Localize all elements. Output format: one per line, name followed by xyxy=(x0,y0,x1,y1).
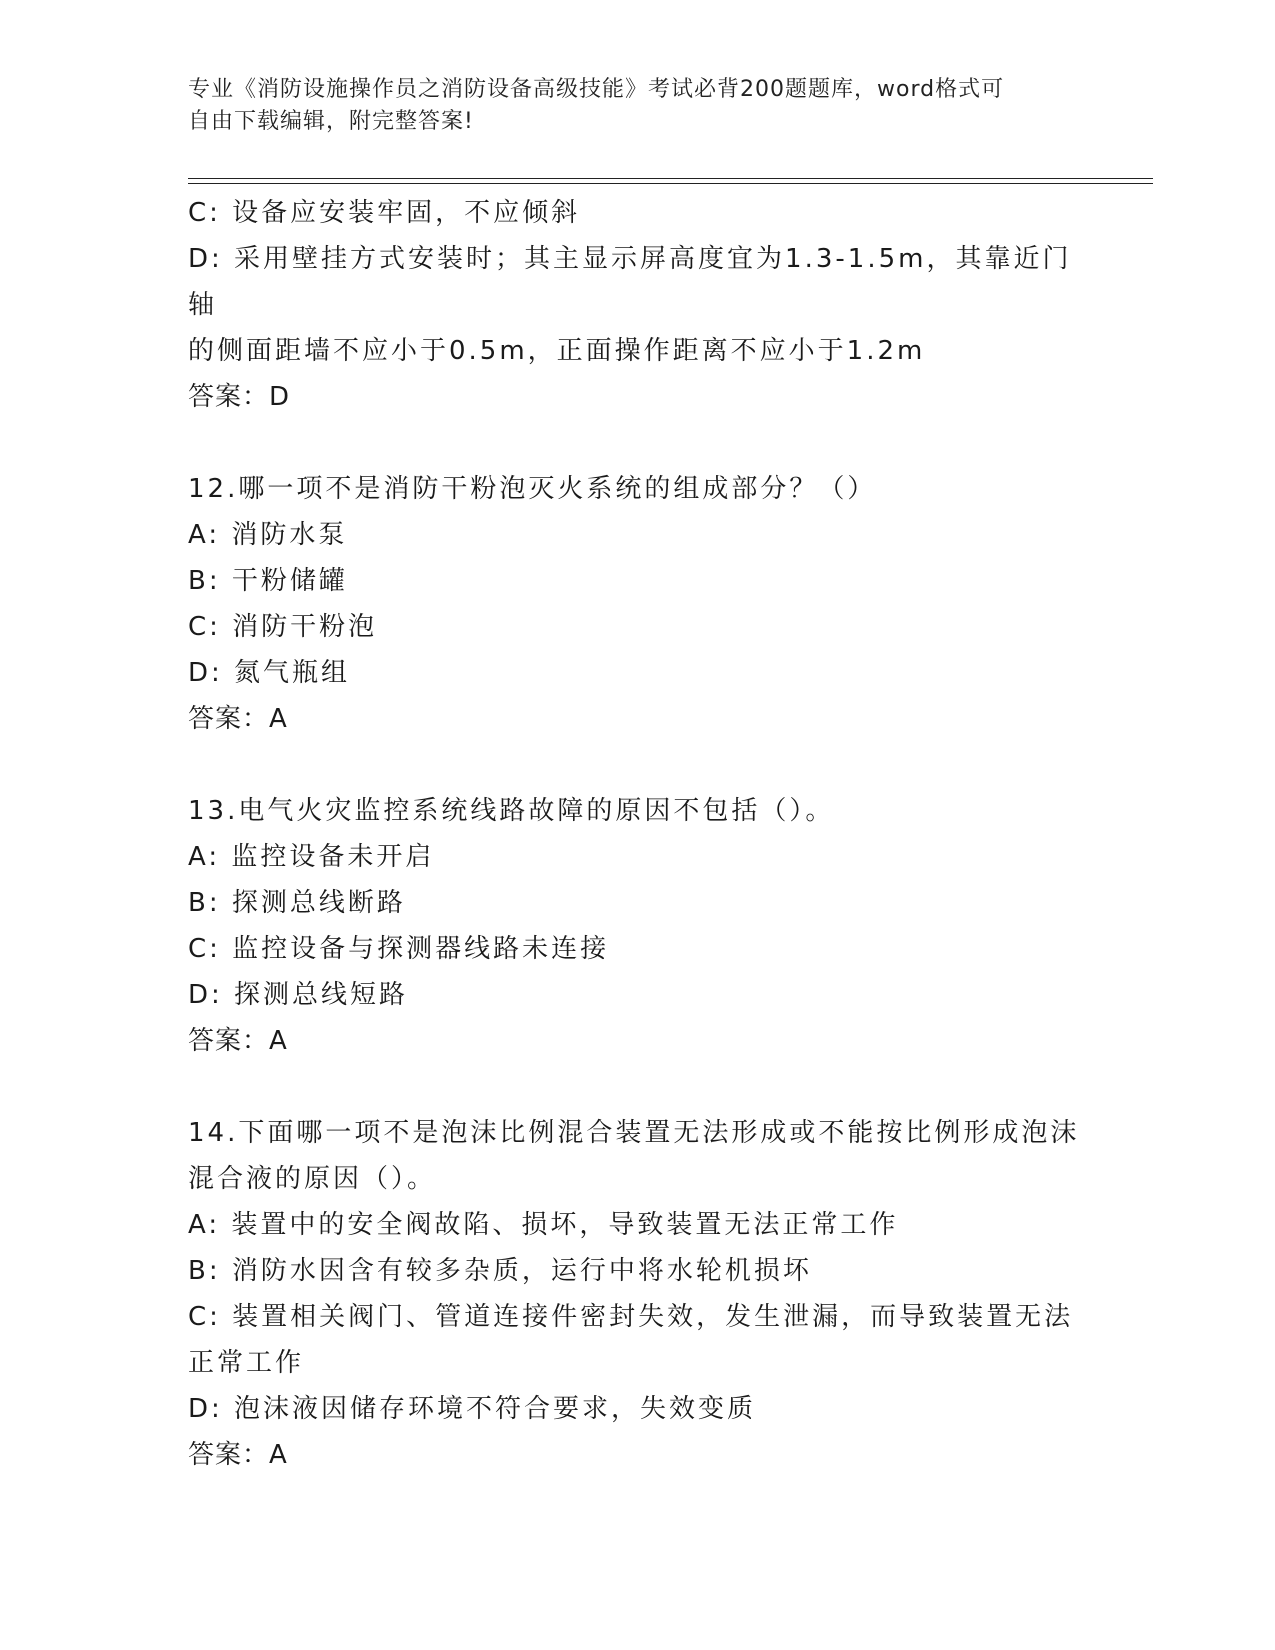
answer: 答案：A xyxy=(188,1440,288,1470)
option-c: C: 设备应安装牢固，不应倾斜 xyxy=(188,198,581,228)
option-b: B: 消防水因含有较多杂质，运行中将水轮机损坏 xyxy=(188,1256,812,1286)
option-d-line-1: D: 采用壁挂方式安装时；其主显示屏高度宜为1.3-1.5m，其靠近门轴 xyxy=(188,244,1072,320)
answer: 答案：A xyxy=(188,704,288,734)
header-line-1: 专业《消防设施操作员之消防设备高级技能》考试必背200题题库，word格式可 xyxy=(188,77,1005,102)
option-c: C: 消防干粉泡 xyxy=(188,612,378,642)
question-14 xyxy=(188,1110,1088,1478)
answer: 答案：A xyxy=(188,1026,288,1056)
document-header xyxy=(188,74,1068,138)
question-text: 13.电气火灾监控系统线路故障的原因不包括（）。 xyxy=(188,796,835,826)
question-11-continuation xyxy=(188,190,1088,420)
header-line-2: 自由下载编辑，附完整答案! xyxy=(188,109,474,134)
question-text: 12.哪一项不是消防干粉泡灭火系统的组成部分？（） xyxy=(188,474,877,504)
option-d: D: 探测总线短路 xyxy=(188,980,409,1010)
spacer xyxy=(188,1064,1088,1110)
spacer xyxy=(188,742,1088,788)
spacer xyxy=(188,420,1088,466)
option-d-line-2: 的侧面距墙不应小于0.5m，正面操作距离不应小于1.2m xyxy=(188,336,926,366)
question-12 xyxy=(188,466,1088,742)
option-c: C: 监控设备与探测器线路未连接 xyxy=(188,934,610,964)
answer: 答案：D xyxy=(188,382,291,412)
option-b: B: 干粉储罐 xyxy=(188,566,348,596)
question-text-line-2: 混合液的原因（）。 xyxy=(188,1164,437,1194)
question-13 xyxy=(188,788,1088,1064)
option-c-line-2: 正常工作 xyxy=(188,1348,305,1378)
option-a: A: 装置中的安全阀故陷、损坏，导致装置无法正常工作 xyxy=(188,1210,899,1240)
option-d: D: 氮气瓶组 xyxy=(188,658,351,688)
option-a: A: 监控设备未开启 xyxy=(188,842,435,872)
header-rule-top xyxy=(188,178,1153,179)
option-a: A: 消防水泵 xyxy=(188,520,348,550)
option-c-line-1: C: 装置相关阀门、管道连接件密封失效，发生泄漏，而导致装置无法 xyxy=(188,1302,1074,1332)
document-body xyxy=(188,190,1088,1478)
header-rule-bottom xyxy=(188,183,1153,184)
question-text-line-1: 14.下面哪一项不是泡沫比例混合装置无法形成或不能按比例形成泡沫 xyxy=(188,1118,1080,1148)
option-b: B: 探测总线断路 xyxy=(188,888,406,918)
option-d: D: 泡沫液因储存环境不符合要求，失效变质 xyxy=(188,1394,757,1424)
